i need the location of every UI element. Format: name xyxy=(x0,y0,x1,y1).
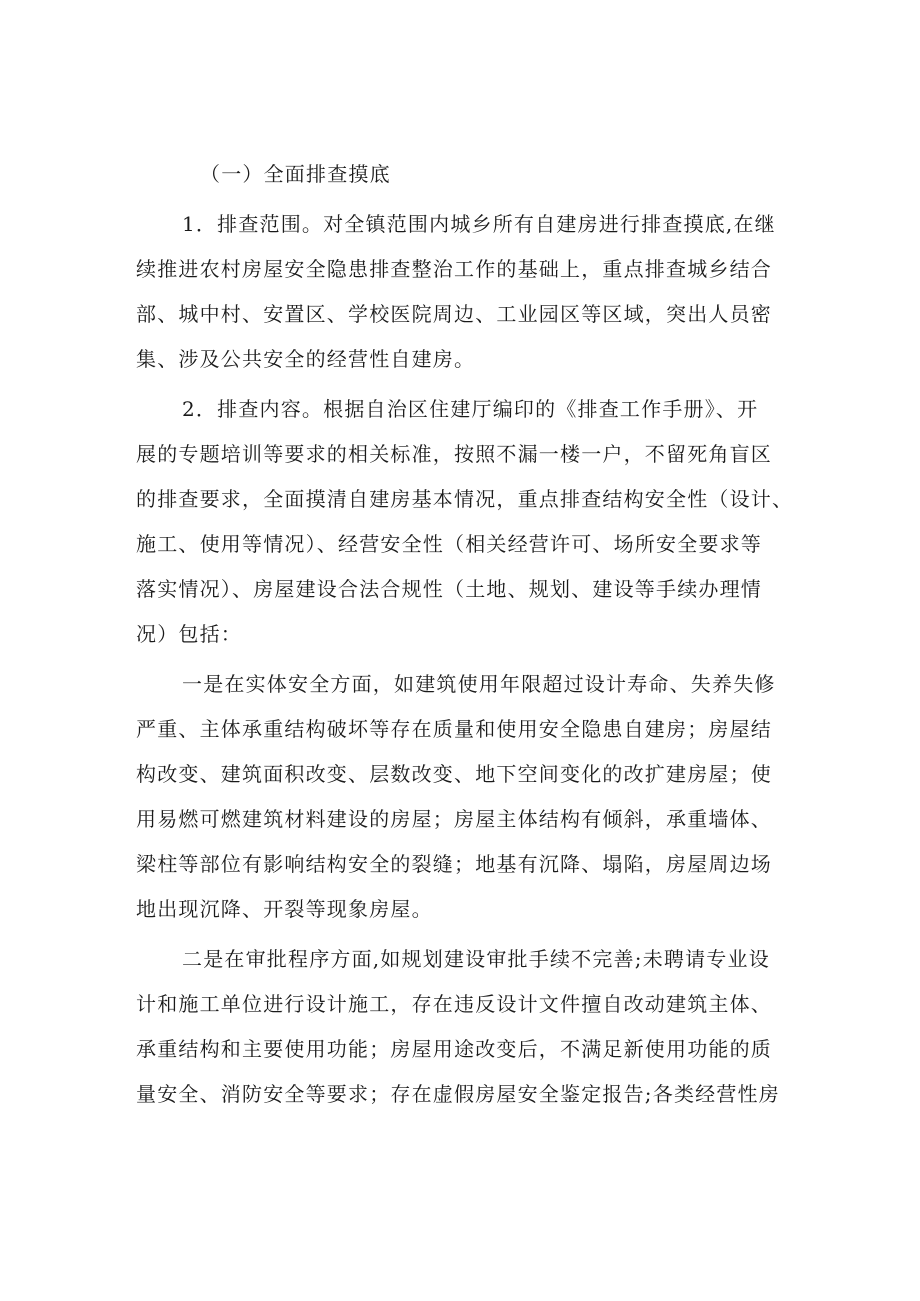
paragraph-1-line-2: 续推进农村房屋安全隐患排查整治工作的基础上，重点排查城乡结合 xyxy=(136,257,772,281)
paragraph-2-line-6: 况）包括： xyxy=(136,622,242,646)
paragraph-3-line-2: 严重、主体承重结构破坏等存在质量和使用安全隐患自建房；房屋结 xyxy=(136,717,772,741)
section-heading: （一）全面排查摸底 xyxy=(200,162,391,186)
paragraph-2-line-5: 落实情况）、房屋建设合法合规性（土地、规划、建设等手续办理情 xyxy=(136,577,762,601)
paragraph-2-line-2: 展的专题培训等要求的相关标准，按照不漏一楼一户，不留死角盲区 xyxy=(136,442,772,466)
paragraph-3-line-6: 地出现沉降、开裂等现象房屋。 xyxy=(136,897,433,921)
paragraph-1-line-3: 部、城中村、安置区、学校医院周边、工业园区等区域，突出人员密 xyxy=(136,302,772,326)
paragraph-3-line-5: 梁柱等部位有影响结构安全的裂缝；地基有沉降、塌陷，房屋周边场 xyxy=(136,852,772,876)
paragraph-4-line-3: 承重结构和主要使用功能；房屋用途改变后，不满足新使用功能的质 xyxy=(136,1037,772,1061)
paragraph-3-line-1: 一是在实体安全方面，如建筑使用年限超过设计寿命、失养失修 xyxy=(182,672,776,696)
paragraph-4-line-2: 计和施工单位进行设计施工，存在违反设计文件擅自改动建筑主体、 xyxy=(136,992,772,1016)
paragraph-3-line-4: 用易燃可燃建筑材料建设的房屋；房屋主体结构有倾斜，承重墙体、 xyxy=(136,807,772,831)
paragraph-2-line-4: 施工、使用等情况）、经营安全性（相关经营许可、场所安全要求等 xyxy=(136,532,762,556)
paragraph-1-line-4: 集、涉及公共安全的经营性自建房。 xyxy=(136,347,476,371)
paragraph-4-line-1: 二是在审批程序方面,如规划建设审批手续不完善;未聘请专业设 xyxy=(182,947,770,971)
paragraph-1-line-1: 1．排查范围。对全镇范围内城乡所有自建房进行排查摸底,在继 xyxy=(182,212,776,236)
paragraph-2-line-1: 2．排查内容。根据自治区住建厅编印的《排查工作手册》、开 xyxy=(182,397,759,421)
paragraph-3-line-3: 构改变、建筑面积改变、层数改变、地下空间变化的改扩建房屋；使 xyxy=(136,762,772,786)
paragraph-2-line-3: 的排查要求，全面摸清自建房基本情况，重点排查结构安全性（设计、 xyxy=(136,487,794,511)
paragraph-4-line-4: 量安全、消防安全等要求；存在虚假房屋安全鉴定报告;各类经营性房 xyxy=(136,1082,780,1106)
